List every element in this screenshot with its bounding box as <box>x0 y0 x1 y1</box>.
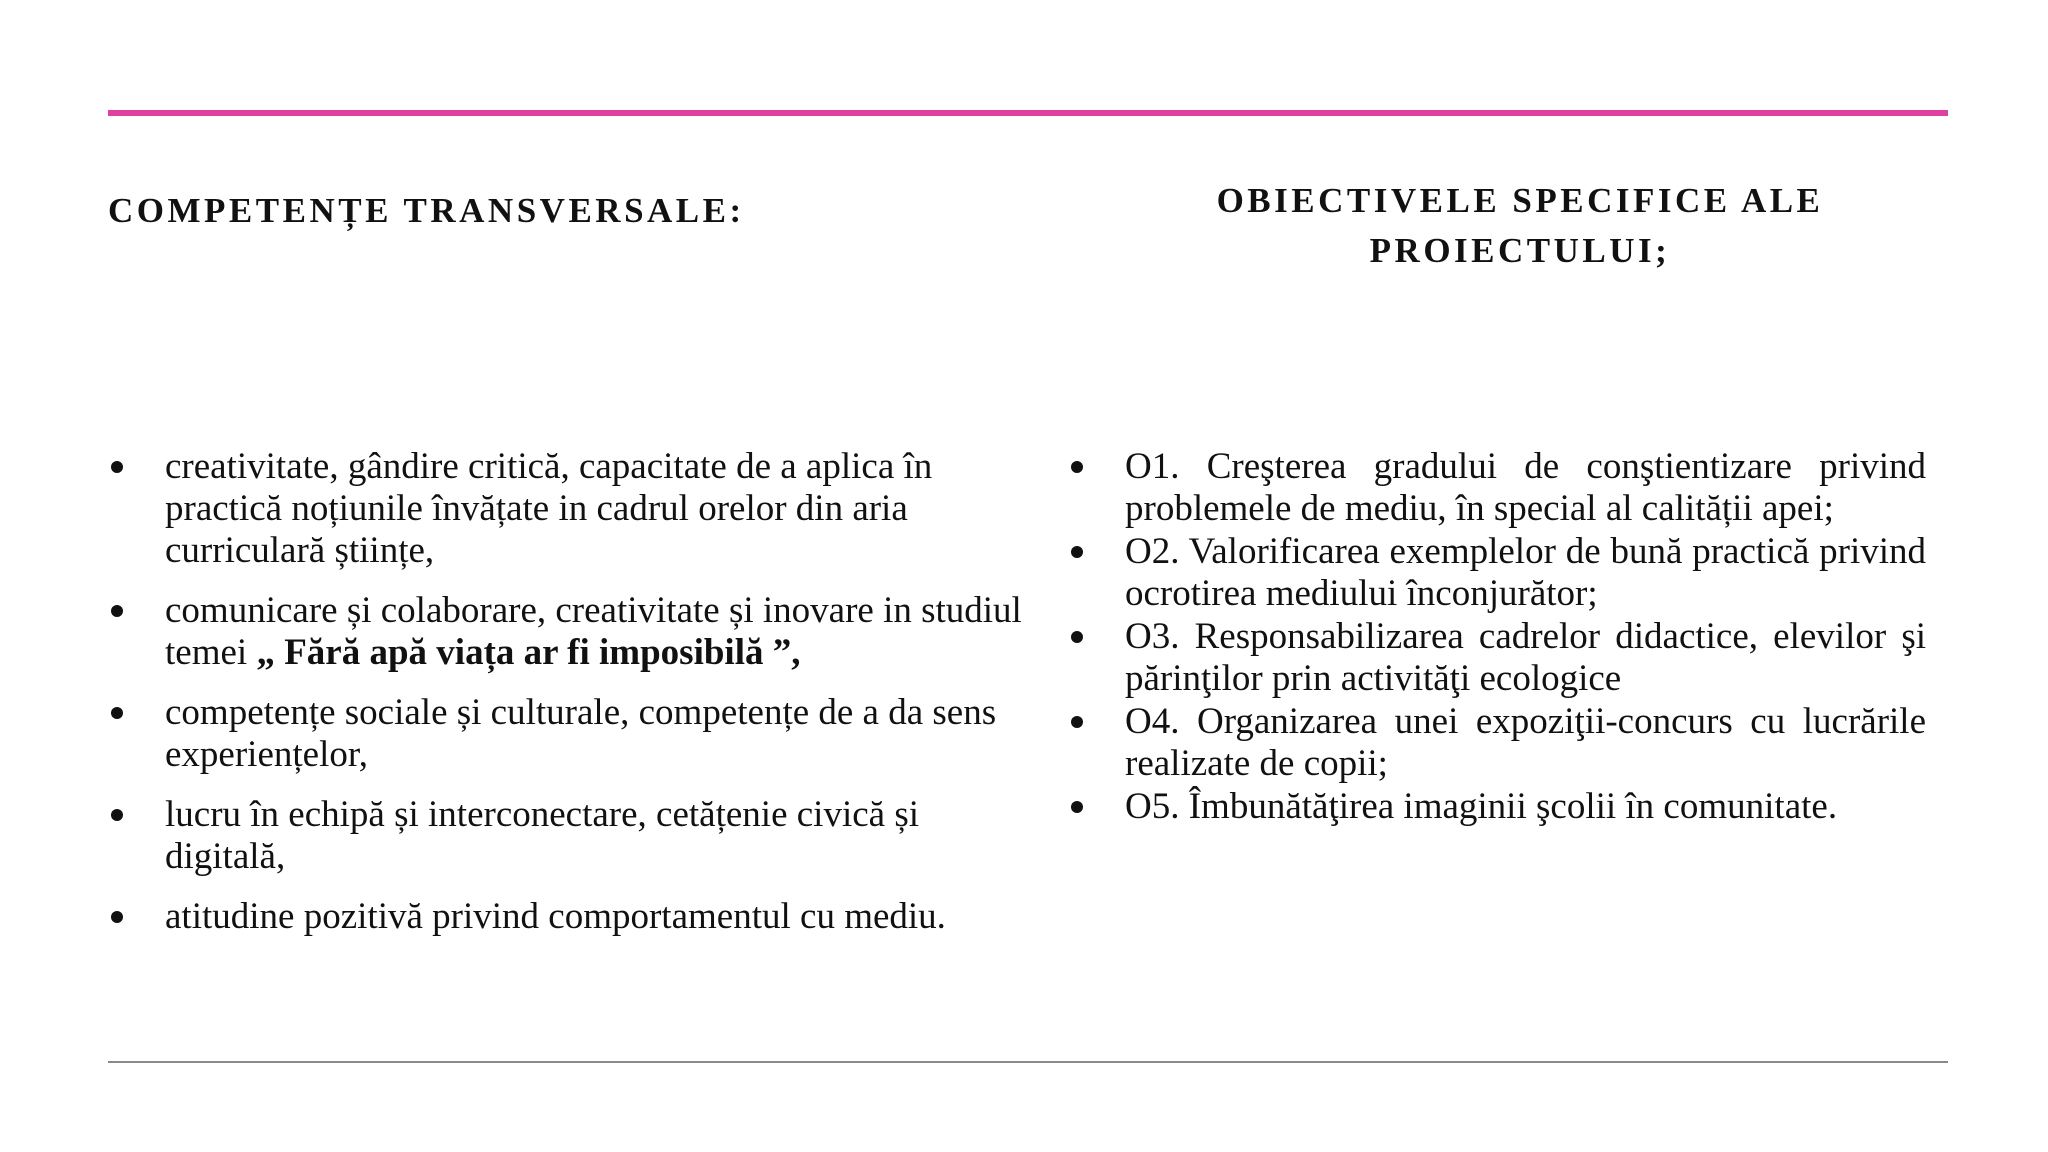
list-item <box>1068 616 1926 700</box>
list-item <box>1068 446 1926 530</box>
list-item-text: O2. Valorificarea exemplelor de bună practică privind ocrotirea mediului înconjurător; <box>1125 531 1926 614</box>
list-item <box>108 446 1028 572</box>
right-heading <box>1160 176 1880 276</box>
competencies-list <box>108 446 1028 956</box>
project-theme-title: „ Fără apă viața ar fi imposibilă ”, <box>256 632 801 673</box>
list-item <box>108 692 1028 776</box>
list-item <box>1068 786 1926 828</box>
list-item-text: atitudine pozitivă privind comportamentul cu mediu. <box>165 896 946 937</box>
objectives-list <box>1068 446 1926 829</box>
right-heading-line1: OBIECTIVELE SPECIFICE ALE <box>1216 181 1824 220</box>
list-item-text: competențe sociale și culturale, competențe de a da sens experiențelor, <box>165 692 997 775</box>
list-item-text: lucru în echipă și interconectare, cetățenie civică și digitală, <box>165 794 920 877</box>
list-item-text: O4. Organizarea unei expoziţii-concurs cu lucrările realizate de copii; <box>1125 701 1926 784</box>
list-item <box>1068 531 1926 615</box>
list-item-text: creativitate, gândire critică, capacitate de a aplica în practică noțiunile învățate in cadrul orelor din aria curriculară științe, <box>165 446 933 571</box>
list-item <box>1068 701 1926 785</box>
list-item <box>108 896 1028 938</box>
top-accent-rule <box>108 110 1948 116</box>
bottom-divider <box>108 1061 1948 1063</box>
left-heading: COMPETENȚE TRANSVERSALE: <box>108 191 745 230</box>
list-item-text: comunicare și colaborare, creativitate și inovare in studiul temei <box>165 590 1022 673</box>
list-item-text: O5. Îmbunătăţirea imaginii şcolii în comunitate. <box>1125 786 1838 827</box>
list-item-text: O3. Responsabilizarea cadrelor didactice, elevilor şi părinţilor prin activităţi ecologice <box>1125 616 1926 699</box>
right-heading-line2: PROIECTULUI; <box>1369 231 1671 270</box>
list-item-text: O1. Creşterea gradului de conştientizare privind problemele de mediu, în special al calității apei; <box>1125 446 1926 529</box>
list-item <box>108 590 1028 674</box>
list-item <box>108 794 1028 878</box>
